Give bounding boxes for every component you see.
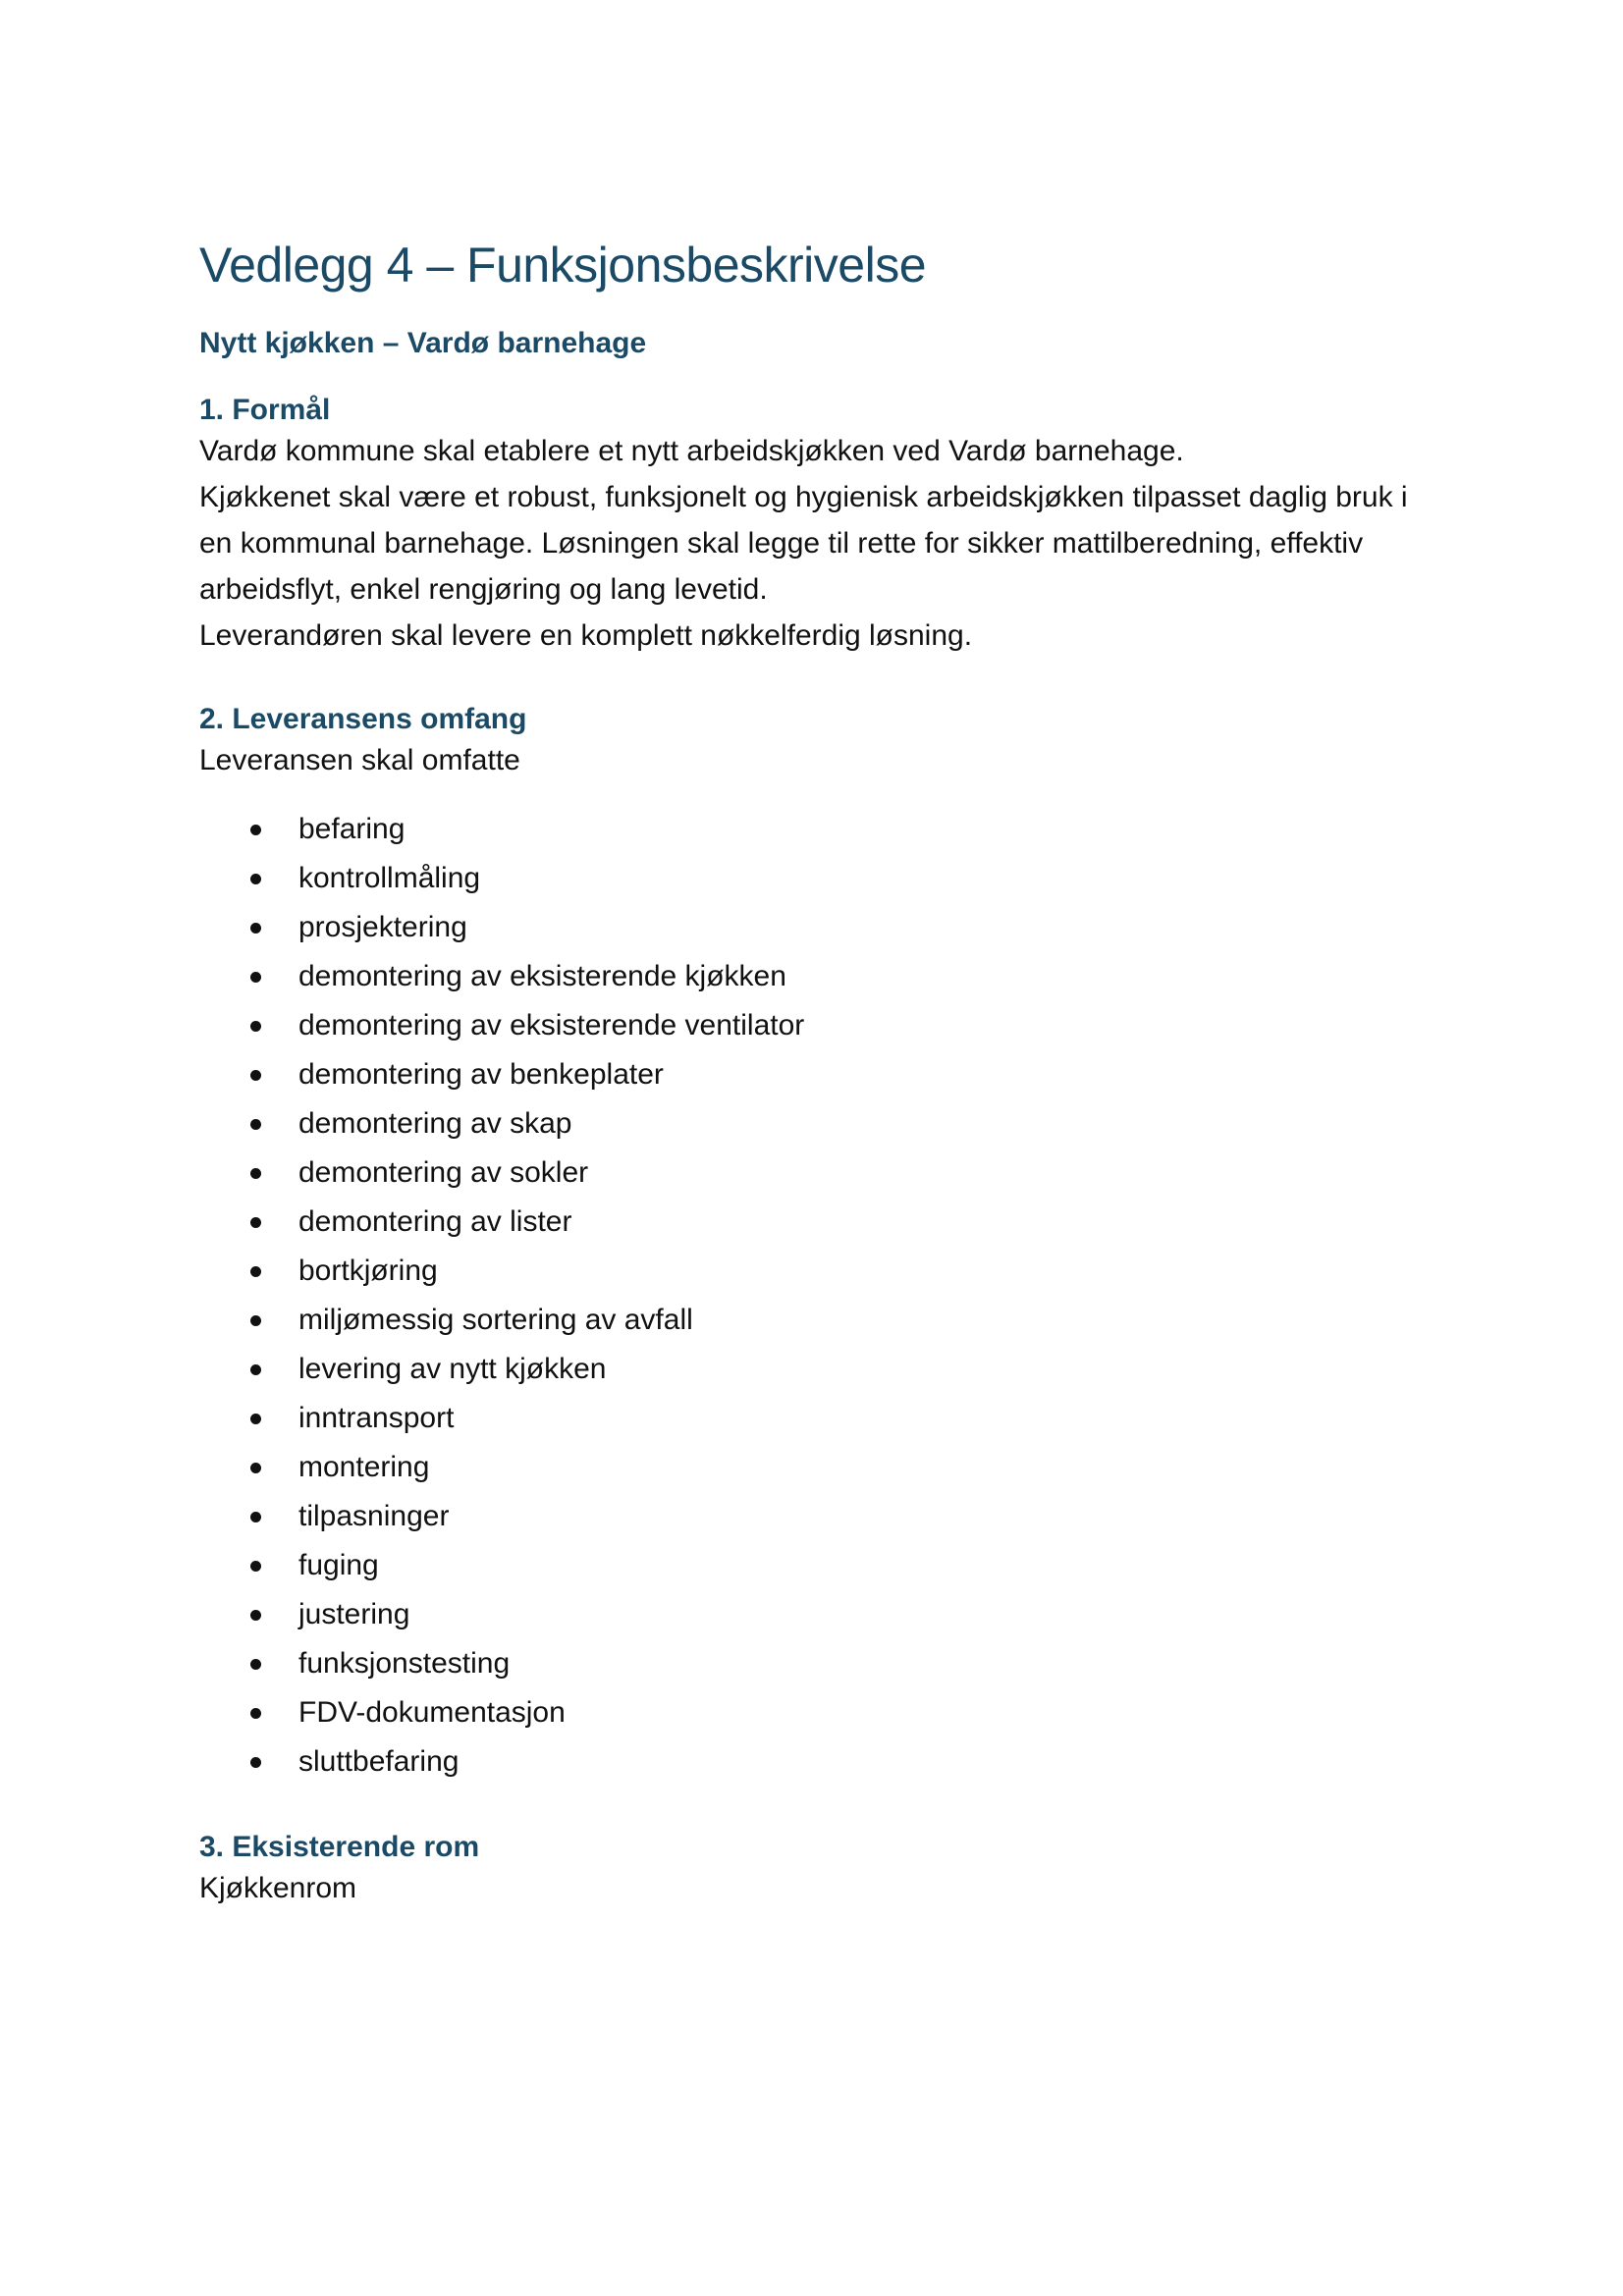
bullet-icon: [250, 1757, 261, 1768]
bullet-icon: [250, 1512, 261, 1522]
bullet-icon: [250, 1364, 261, 1375]
list-item: demontering av benkeplater: [199, 1050, 1436, 1099]
bullet-icon: [250, 1561, 261, 1572]
paragraph: Kjøkkenet skal være et robust, funksjonelt og hygienisk arbeidskjøkken tilpasset daglig bruk i en kommunal barnehage. Løsningen skal legge til rette for sikker mattilberedning, effektiv arbeidsflyt, enkel rengjøring og lang levetid.: [199, 481, 1408, 606]
list-item: montering: [199, 1443, 1436, 1492]
bullet-icon: [250, 1315, 261, 1326]
list-item: demontering av eksisterende kjøkken: [199, 952, 1436, 1001]
list-item: bortkjøring: [199, 1247, 1436, 1296]
document-page: [199, 236, 1436, 1911]
bullet-icon: [250, 1463, 261, 1473]
bullet-icon: [250, 972, 261, 983]
paragraph: Leverandøren skal levere en komplett nøkkelferdig løsning.: [199, 619, 973, 652]
bullet-icon: [250, 874, 261, 884]
bullet-icon: [250, 1266, 261, 1277]
list-item: sluttbefaring: [199, 1737, 1436, 1787]
list-item: prosjektering: [199, 903, 1436, 952]
bullet-icon: [250, 1659, 261, 1670]
document-title: Vedlegg 4 – Funksjonsbeskrivelse: [199, 238, 927, 293]
list-item: miljømessig sortering av avfall: [199, 1296, 1436, 1345]
section-heading: 3. Eksisterende rom: [199, 1831, 480, 1863]
bullet-icon: [250, 1610, 261, 1621]
list-item: inntransport: [199, 1394, 1436, 1443]
list-item: demontering av eksisterende ventilator: [199, 1001, 1436, 1050]
list-item: demontering av sokler: [199, 1148, 1436, 1198]
section-heading: 1. Formål: [199, 394, 331, 426]
bullet-icon: [250, 1168, 261, 1179]
section-formal: [199, 393, 1436, 659]
section-eksisterende-rom: [199, 1830, 1436, 1911]
list-item: fuging: [199, 1541, 1436, 1590]
list-item: justering: [199, 1590, 1436, 1639]
paragraph: Kjøkkenrom: [199, 1872, 357, 1904]
paragraph: Leveransen skal omfatte: [199, 744, 520, 776]
list-item: levering av nytt kjøkken: [199, 1345, 1436, 1394]
bullet-icon: [250, 1119, 261, 1130]
bullet-icon: [250, 1021, 261, 1032]
bullet-icon: [250, 825, 261, 835]
section-leveransens-omfang: [199, 702, 1436, 1787]
paragraph: Vardø kommune skal etablere et nytt arbeidskjøkken ved Vardø barnehage.: [199, 435, 1184, 467]
list-item: funksjonstesting: [199, 1639, 1436, 1688]
section-heading: 2. Leveransens omfang: [199, 703, 527, 735]
list-item: befaring: [199, 805, 1436, 854]
bullet-icon: [250, 1708, 261, 1719]
scope-list: [199, 805, 1436, 1787]
document-subtitle: Nytt kjøkken – Vardø barnehage: [199, 327, 647, 359]
list-item: demontering av lister: [199, 1198, 1436, 1247]
list-item: kontrollmåling: [199, 854, 1436, 903]
bullet-icon: [250, 923, 261, 934]
bullet-icon: [250, 1414, 261, 1424]
bullet-icon: [250, 1217, 261, 1228]
list-item: demontering av skap: [199, 1099, 1436, 1148]
list-item: tilpasninger: [199, 1492, 1436, 1541]
bullet-icon: [250, 1070, 261, 1081]
list-item: FDV-dokumentasjon: [199, 1688, 1436, 1737]
